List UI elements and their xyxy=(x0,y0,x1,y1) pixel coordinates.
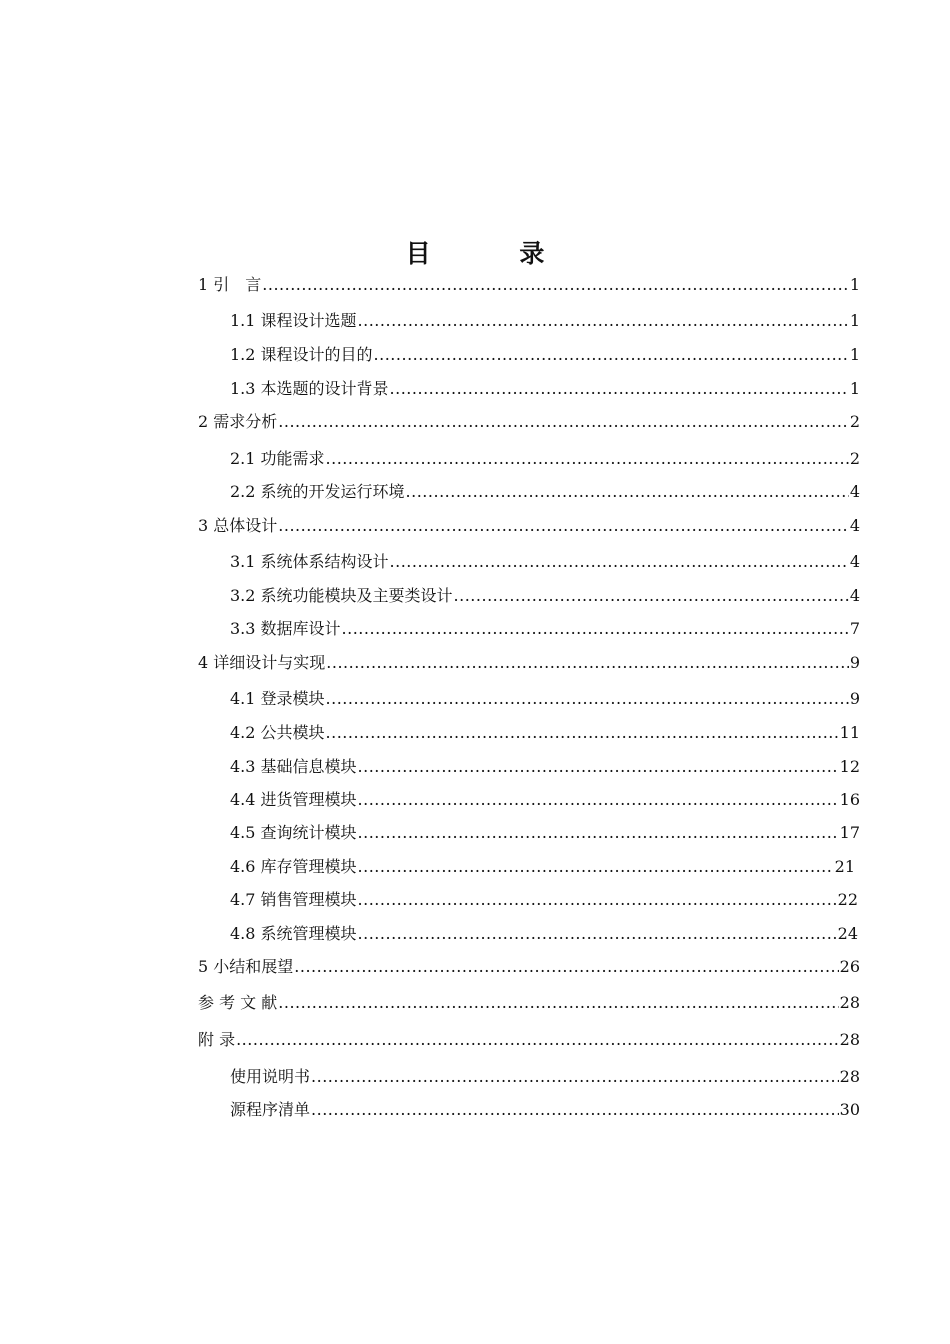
toc-entry[interactable] xyxy=(230,885,858,915)
dot-leader xyxy=(262,270,849,300)
toc-entry[interactable] xyxy=(230,919,858,949)
toc-entry-page: 28 xyxy=(839,1067,860,1086)
dot-leader xyxy=(358,919,837,949)
toc-entry-page: 9 xyxy=(849,689,860,708)
toc-entry[interactable] xyxy=(198,270,860,300)
toc-entry-label: 5 小结和展望 xyxy=(198,957,294,976)
dot-leader xyxy=(342,614,849,644)
dot-leader xyxy=(390,547,849,577)
toc-entry[interactable] xyxy=(230,614,860,644)
toc-entry[interactable] xyxy=(198,648,860,678)
toc-title: 目 录 xyxy=(405,239,585,268)
toc-entry-page: 11 xyxy=(839,723,860,742)
toc-entry-label: 参 考 文 献 xyxy=(198,993,278,1012)
toc-entry-label: 3.3 数据库设计 xyxy=(230,619,341,638)
toc-entry-label: 3.1 系统体系结构设计 xyxy=(230,552,389,571)
toc-entry-page: 1 xyxy=(849,345,860,364)
toc-entry[interactable] xyxy=(230,1062,860,1092)
toc-entry[interactable] xyxy=(198,1025,860,1055)
toc-entry-page: 17 xyxy=(839,823,860,842)
dot-leader xyxy=(278,511,849,541)
dot-leader xyxy=(326,648,849,678)
toc-entry[interactable] xyxy=(230,547,860,577)
dot-leader xyxy=(311,1062,839,1092)
dot-leader xyxy=(406,477,849,507)
toc-entry-page: 30 xyxy=(839,1100,860,1119)
dot-leader xyxy=(374,340,849,370)
dot-leader xyxy=(358,818,839,848)
toc-entry-page: 24 xyxy=(837,924,858,943)
toc-entry-label: 4.8 系统管理模块 xyxy=(230,924,357,943)
toc-entry-page: 4 xyxy=(849,516,860,535)
dot-leader xyxy=(326,444,849,474)
toc-entry[interactable] xyxy=(198,952,860,982)
dot-leader xyxy=(326,718,839,748)
toc-entry[interactable] xyxy=(230,718,860,748)
toc-entry-page: 4 xyxy=(849,586,860,605)
dot-leader xyxy=(278,407,849,437)
toc-entry-label: 3 总体设计 xyxy=(198,516,278,535)
toc-entry-label: 1.2 课程设计的目的 xyxy=(230,345,373,364)
toc-entry-page: 26 xyxy=(839,957,860,976)
toc-entry-page: 21 xyxy=(834,857,855,876)
toc-entry-label: 1.1 课程设计选题 xyxy=(230,311,357,330)
toc-entry[interactable] xyxy=(230,340,860,370)
dot-leader xyxy=(294,952,838,982)
dot-leader xyxy=(358,306,849,336)
toc-entry[interactable] xyxy=(230,818,860,848)
toc-entry-label: 4.3 基础信息模块 xyxy=(230,757,357,776)
dot-leader xyxy=(278,988,838,1018)
toc-entry-page: 28 xyxy=(839,1030,860,1049)
toc-entry-label: 4.6 库存管理模块 xyxy=(230,857,357,876)
toc-entry[interactable] xyxy=(230,785,860,815)
toc-entry[interactable] xyxy=(230,1095,860,1125)
toc-entry-page: 1 xyxy=(849,311,860,330)
toc-entry-label: 4.7 销售管理模块 xyxy=(230,890,357,909)
toc-entry-label: 4.2 公共模块 xyxy=(230,723,325,742)
dot-leader xyxy=(311,1095,839,1125)
toc-entry-label: 4.4 进货管理模块 xyxy=(230,790,357,809)
toc-entry[interactable] xyxy=(230,374,860,404)
toc-entry[interactable] xyxy=(230,581,860,611)
toc-entry[interactable] xyxy=(230,477,860,507)
toc-entry[interactable] xyxy=(230,752,860,782)
toc-entry[interactable] xyxy=(198,511,860,541)
dot-leader xyxy=(390,374,849,404)
dot-leader xyxy=(358,852,834,882)
toc-entry-page: 1 xyxy=(849,379,860,398)
toc-entry-label: 源程序清单 xyxy=(230,1100,311,1119)
toc-entry-label: 1 引 言 xyxy=(198,275,262,294)
toc-entry-page: 4 xyxy=(849,552,860,571)
toc-entry-label: 1.3 本选题的设计背景 xyxy=(230,379,389,398)
toc-entry-label: 2.2 系统的开发运行环境 xyxy=(230,482,405,501)
toc-entry[interactable] xyxy=(230,306,860,336)
toc-entry[interactable] xyxy=(230,444,860,474)
dot-leader xyxy=(358,885,837,915)
toc-entry-label: 2.1 功能需求 xyxy=(230,449,325,468)
toc-entry[interactable] xyxy=(198,988,860,1018)
toc-entry-page: 1 xyxy=(849,275,860,294)
toc-entry-page: 2 xyxy=(849,449,860,468)
dot-leader xyxy=(358,752,839,782)
toc-entry-label: 4.5 查询统计模块 xyxy=(230,823,357,842)
toc-entry-page: 2 xyxy=(849,412,860,431)
toc-entry[interactable] xyxy=(230,684,860,714)
toc-entry-label: 附 录 xyxy=(198,1030,236,1049)
toc-entry-label: 2 需求分析 xyxy=(198,412,278,431)
dot-leader xyxy=(454,581,849,611)
toc-entry[interactable] xyxy=(198,407,860,437)
toc-entry-page: 7 xyxy=(849,619,860,638)
toc-entry-label: 4.1 登录模块 xyxy=(230,689,325,708)
toc-entry-label: 使用说明书 xyxy=(230,1067,311,1086)
toc-entry-page: 16 xyxy=(839,790,860,809)
toc-entry[interactable] xyxy=(230,852,855,882)
toc-entry-page: 22 xyxy=(837,890,858,909)
dot-leader xyxy=(358,785,839,815)
toc-entry-label: 3.2 系统功能模块及主要类设计 xyxy=(230,586,453,605)
dot-leader xyxy=(236,1025,839,1055)
toc-entry-page: 28 xyxy=(839,993,860,1012)
toc-entry-label: 4 详细设计与实现 xyxy=(198,653,326,672)
toc-entry-page: 9 xyxy=(849,653,860,672)
toc-entry-page: 12 xyxy=(839,757,860,776)
toc-entry-page: 4 xyxy=(849,482,860,501)
dot-leader xyxy=(326,684,849,714)
